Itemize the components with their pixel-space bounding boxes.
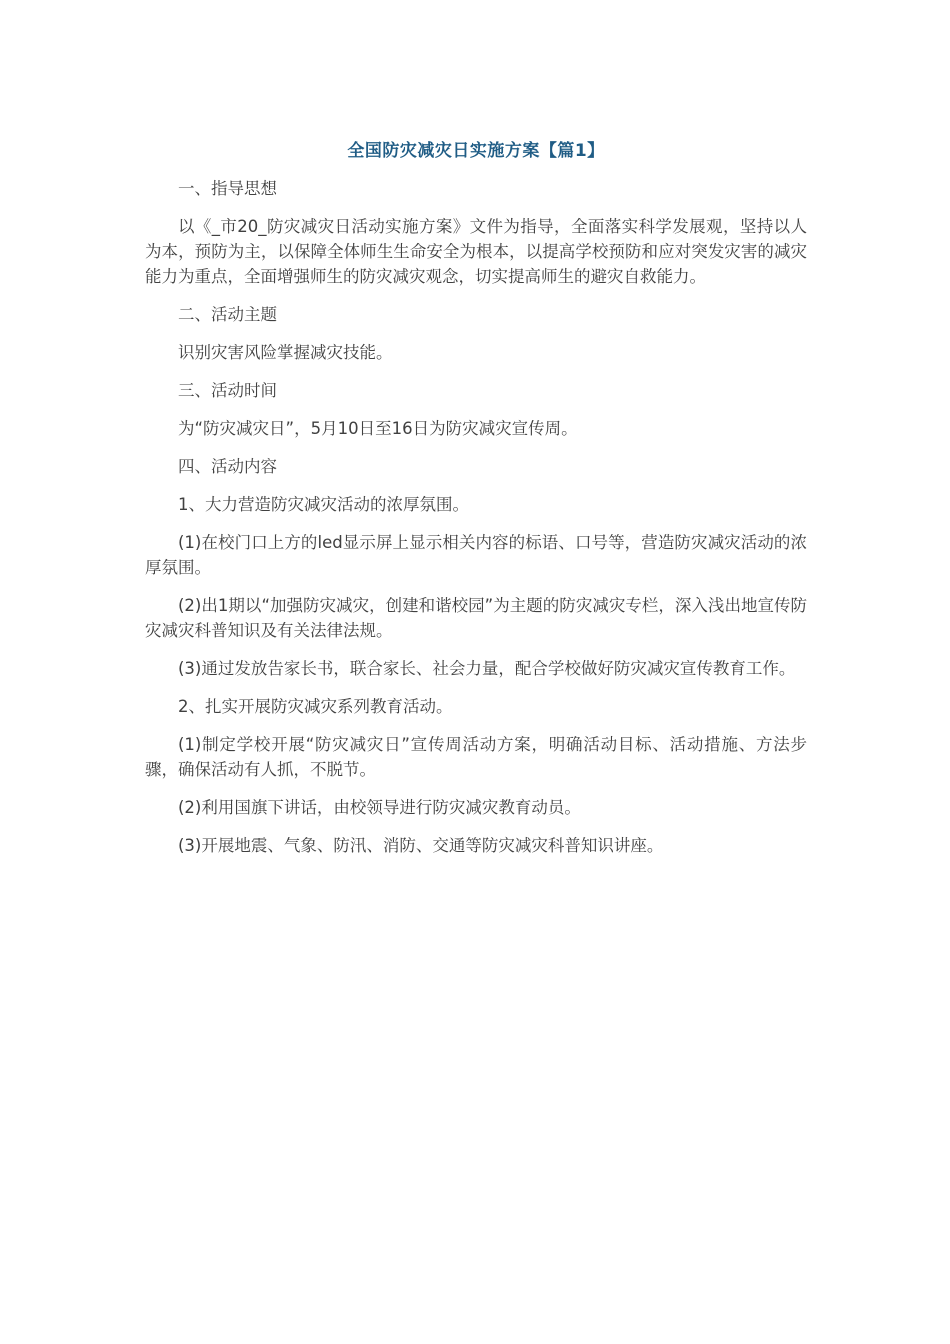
section-heading-activity-content: 四、活动内容: [178, 457, 277, 476]
subheading-education-activities: 2、扎实开展防灾减灾系列教育活动。: [178, 697, 453, 716]
list-item-activity-plan: (1)制定学校开展“防灾减灾日”宣传周活动方案，明确活动目标、活动措施、方法步骤，确保活动有人抓，不脱节。: [145, 735, 807, 779]
section-heading-activity-time: 三、活动时间: [178, 381, 277, 400]
paragraph-activity-theme: 识别灾害风险掌握减灾技能。: [178, 343, 393, 362]
list-item-column: (2)出1期以“加强防灾减灾，创建和谐校园”为主题的防灾减灾专栏，深入浅出地宣传防灾减灾科普知识及有关法律法规。: [145, 596, 807, 640]
list-item-led-display: (1)在校门口上方的led显示屏上显示相关内容的标语、口号等，营造防灾减灾活动的浓厚氛围。: [145, 533, 807, 577]
section-heading-activity-theme: 二、活动主题: [178, 305, 277, 324]
document-title: 全国防灾减灾日实施方案【篇1】: [347, 141, 605, 161]
paragraph-activity-time: 为“防灾减灾日”，5月10日至16日为防灾减灾宣传周。: [178, 419, 578, 438]
subheading-atmosphere: 1、大力营造防灾减灾活动的浓厚氛围。: [178, 495, 469, 514]
list-item-flag-speech: (2)利用国旗下讲话，由校领导进行防灾减灾教育动员。: [178, 798, 581, 817]
paragraph-guiding-ideology: 以《_市20_防灾减灾日活动实施方案》文件为指导，全面落实科学发展观，坚持以人为本，预防为主，以保障全体师生生命安全为根本，以提高学校预防和应对突发灾害的减灾能力为重点，全面增强师生的防灾减灾观念，切实提高师生的避灾自救能力。: [145, 217, 807, 286]
list-item-lectures: (3)开展地震、气象、防汛、消防、交通等防灾减灾科普知识讲座。: [178, 836, 664, 855]
list-item-parent-letter: (3)通过发放告家长书，联合家长、社会力量，配合学校做好防灾减灾宣传教育工作。: [178, 659, 796, 678]
document-body: [145, 138, 807, 871]
section-heading-guiding-ideology: 一、指导思想: [178, 179, 277, 198]
